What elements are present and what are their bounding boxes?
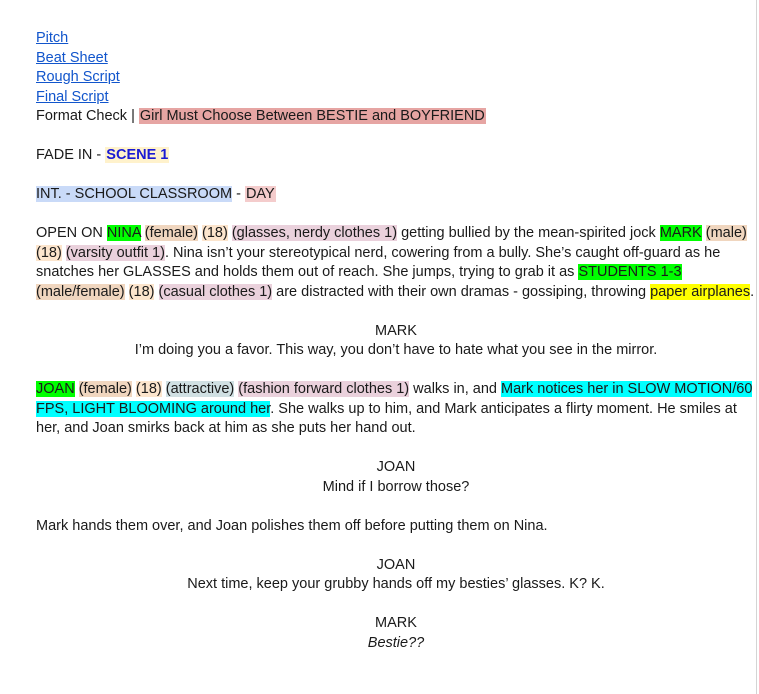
slugline-separator: - (232, 186, 245, 202)
age-tag: (18) (128, 283, 155, 300)
fade-in-text: FADE IN - (36, 147, 106, 163)
dialogue-line: I’m doing you a favor. This way, you don’t have to hate what you see in the mirror. (134, 342, 658, 358)
costume-tag: (varsity outfit 1) (65, 244, 165, 261)
action-text: . (750, 283, 755, 300)
slugline-time: DAY (245, 186, 275, 202)
dialogue-line: Next time, keep your grubby hands off my besties’ glasses. K? K. (187, 576, 605, 592)
format-check-label: Format Check | (36, 108, 139, 124)
gender-tag: (male) (705, 225, 747, 241)
character-tag-nina: NINA (106, 225, 141, 241)
logline-title: Girl Must Choose Between BESTIE and BOYFRIEND (139, 108, 485, 124)
costume-tag: (fashion forward clothes 1) (238, 381, 410, 397)
action-text: . Nina isn’t your stereotypical nerd, cowering from a bully. She’s caught off-guard as he snatches her GLASSES and holds them out of reach. She jumps, trying to grab it as (36, 244, 721, 280)
dialogue-line: Bestie?? (367, 634, 425, 651)
link-beat-sheet[interactable]: Beat Sheet (36, 49, 108, 66)
dialogue-character-joan: JOAN (376, 556, 416, 573)
action-text: . She walks up to him, and Mark anticipates a flirty moment. He smiles at her, and Joan smirks back at him as she puts her hand out. (36, 400, 737, 436)
gender-tag: (female) (144, 225, 198, 241)
costume-tag: (glasses, nerdy clothes 1) (231, 225, 398, 241)
character-tag-students: STUDENTS 1-3 (578, 264, 682, 280)
slugline-location: INT. - SCHOOL CLASSROOM (36, 186, 233, 202)
scene-number: SCENE 1 (106, 147, 169, 163)
attribute-tag: (attractive) (165, 381, 235, 397)
prop-tag: paper airplanes (650, 283, 751, 300)
link-rough-script[interactable]: Rough Script (36, 69, 120, 85)
action-text: walks in, and (409, 381, 502, 397)
dialogue-character-mark: MARK (375, 322, 417, 339)
age-tag: (18) (135, 381, 162, 397)
gender-tag: (male/female) (36, 283, 125, 300)
costume-tag: (casual clothes 1) (158, 283, 273, 300)
age-tag: (18) (36, 244, 62, 261)
vfx-tag: Mark notices her in SLOW MOTION/60 FPS, LIGHT BLOOMING around her (36, 381, 753, 417)
space (154, 284, 158, 300)
action-text: getting bullied by the mean-spirited jock (397, 225, 660, 241)
link-final-script[interactable]: Final Script (36, 88, 109, 105)
gender-tag: (female) (78, 381, 132, 397)
age-tag: (18) (202, 225, 228, 241)
action-paragraph-3: Mark hands them over, and Joan polishes them off before putting them on Nina. (36, 517, 548, 534)
character-tag-mark: MARK (659, 225, 702, 241)
dialogue-character-joan: JOAN (376, 459, 416, 475)
format-check-line (36, 107, 758, 127)
action-text: OPEN ON (36, 225, 107, 241)
action-paragraph-2 (36, 380, 758, 439)
dialogue-line: Mind if I borrow those? (322, 478, 470, 495)
character-tag-joan: JOAN (36, 381, 75, 397)
action-text: are distracted with their own dramas - gossiping, throwing (272, 283, 651, 300)
link-pitch[interactable]: Pitch (36, 30, 69, 46)
script-document (36, 29, 758, 653)
dialogue-character-mark: MARK (375, 615, 417, 631)
fade-in-line (36, 146, 758, 166)
slugline (36, 185, 758, 205)
doc-links (36, 29, 758, 107)
action-paragraph-1 (36, 224, 758, 302)
